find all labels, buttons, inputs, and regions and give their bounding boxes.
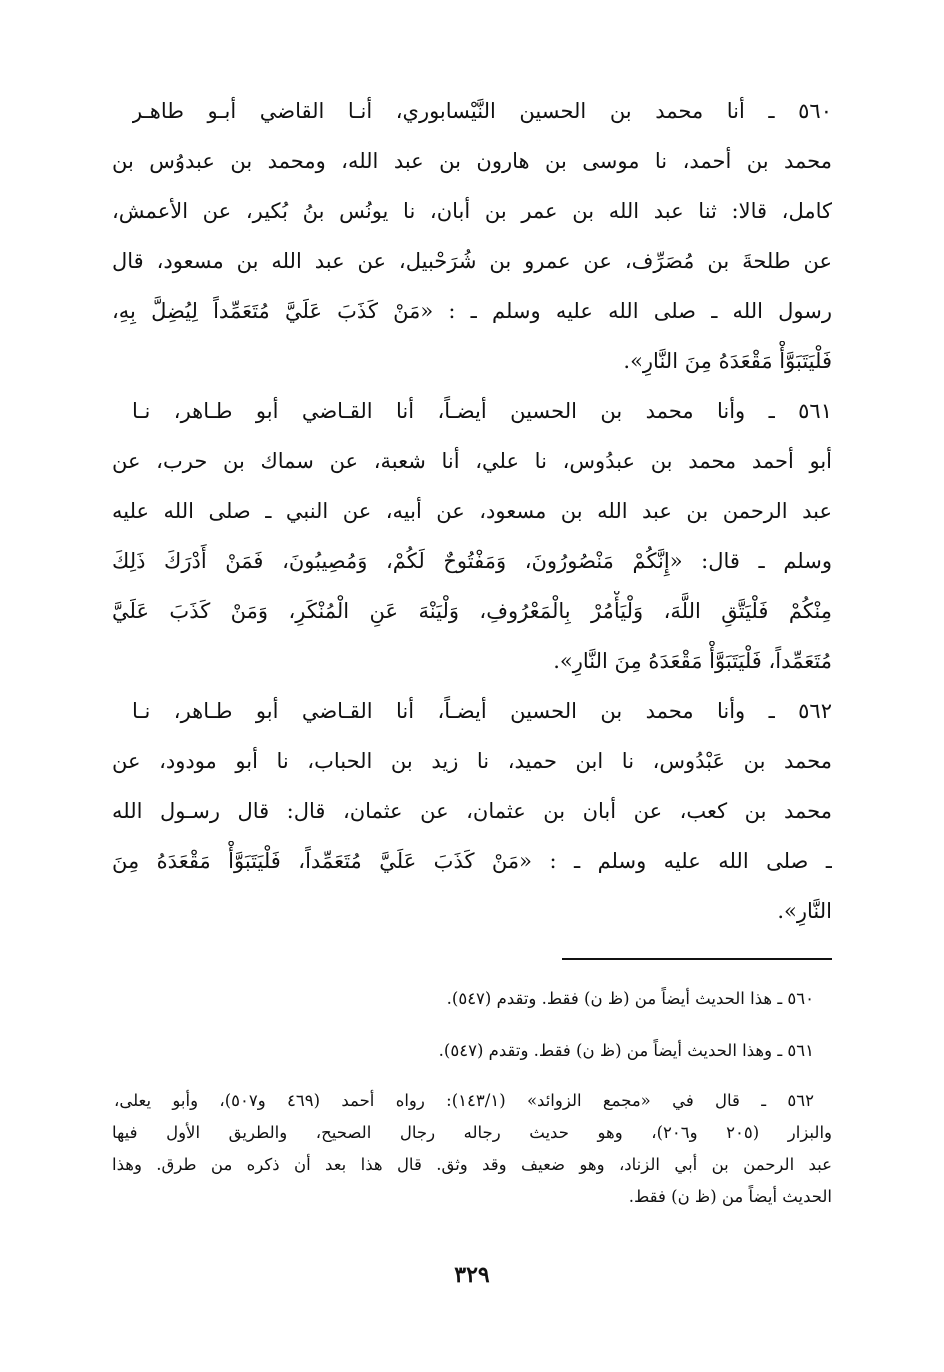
text-line: ٥٦٢ ـ وأنا محمد بن الحسين أيضـاً، أنا القـاضي أبو طـاهر، نـا xyxy=(132,699,832,723)
footnote-561: ٥٦١ ـ وهذا الحديث أيضاً من (ظ ن) فقط. وتقدم (٥٤٧). xyxy=(438,1041,814,1060)
text-line: ٥٦٠ ـ أنا محمد بن الحسين النَّيْسابوري، أنـا القاضي أبـو طاهـر xyxy=(132,99,832,123)
footnote-line: ٥٦٢ ـ قال في «مجمع الزوائد» (١٤٣/١): رواه أحمد (٤٦٩ و٥٠٧)، وأبو يعلى، xyxy=(114,1091,814,1110)
text-line: مِنْكُمْ فَلْيَتَّقِ اللَّهَ، وَلْيَأْمُرْ بِالْمَعْرُوفِ، وَلْيَنْهَ عَنِ الْمُنْكَرِ، وَمَنْ كَذَبَ عَلَيَّ xyxy=(112,599,832,623)
text-line: محمد بن عَبْدُوس، نا ابن حميد، نا زيد بن الحباب، نا أبو مودود، عن xyxy=(112,749,832,773)
text-line: فَلْيَتَبَوَّأْ مَقْعَدَهُ مِنَ النَّارِ». xyxy=(623,349,832,373)
footnote-separator xyxy=(562,958,832,960)
text-line: محمد بن كعب، عن أبان بن عثمان، عن عثمان، قال: قال رسـول الله xyxy=(112,799,832,823)
footnote-line: الحديث أيضاً من (ظ ن) فقط. xyxy=(628,1187,832,1206)
text-line: كامل، قالا: ثنا عبد الله بن عمر بن أبان، نا يونُس بنُ بُكير، عن الأعمش، xyxy=(112,199,832,223)
text-line: رسول الله ـ صلى الله عليه وسلم ـ : «مَنْ كَذَبَ عَلَيَّ مُتَعَمِّداً لِيُضِلَّ بِهِ، xyxy=(112,299,832,323)
text-line: أبو أحمد محمد بن عبدُوس، نا علي، أنا شعبة، عن سماك بن حرب، عن xyxy=(112,449,832,473)
text-line: مُتَعَمِّداً، فَلْيَتَبَوَّأْ مَقْعَدَهُ مِنَ النَّارِ». xyxy=(553,649,832,673)
text-line: النَّارِ». xyxy=(777,899,832,923)
text-line: عن طلحةَ بن مُصَرِّف، عن عمرو بن شُرَحْبيل، عن عبد الله بن مسعود، قال xyxy=(112,249,832,273)
footnote-line: عبد الرحمن بن أبي الزناد، وهو ضعيف وقد وثق. قال هذا بعد أن ذكره من طرق. وهذا xyxy=(112,1155,832,1174)
text-line: محمد بن أحمد، نا موسى بن هارون بن عبد الله، ومحمد بن عبدوُس بن xyxy=(112,149,832,173)
page-number: ٣٢٩ xyxy=(454,1262,490,1288)
text-line: عبد الرحمن بن عبد الله بن مسعود، عن أبيه، عن النبي ـ صلى الله عليه xyxy=(112,499,832,523)
text-line: ٥٦١ ـ وأنا محمد بن الحسين أيضـاً، أنا القـاضي أبو طـاهر، نـا xyxy=(132,399,832,423)
text-line: وسلم ـ قال: «إِنَّكُمْ مَنْصُورُونَ، وَمَفْتُوحٌ لَكُمْ، وَمُصِيبُونَ، فَمَنْ أَدْرَكَ ذَلِكَ xyxy=(112,549,832,573)
text-line: ـ صلى الله عليه وسلم ـ : «مَنْ كَذَبَ عَلَيَّ مُتَعَمِّداً، فَلْيَتَبَوَّأْ مَقْعَدَهُ مِنَ xyxy=(112,849,832,873)
footnote-560: ٥٦٠ ـ هذا الحديث أيضاً من (ظ ن) فقط. وتقدم (٥٤٧). xyxy=(446,989,814,1008)
footnote-line: والبزار (٢٠٥ و٢٠٦)، وهو حديث رجاله رجال الصحيح، والطريق الأول فيها xyxy=(112,1123,832,1142)
